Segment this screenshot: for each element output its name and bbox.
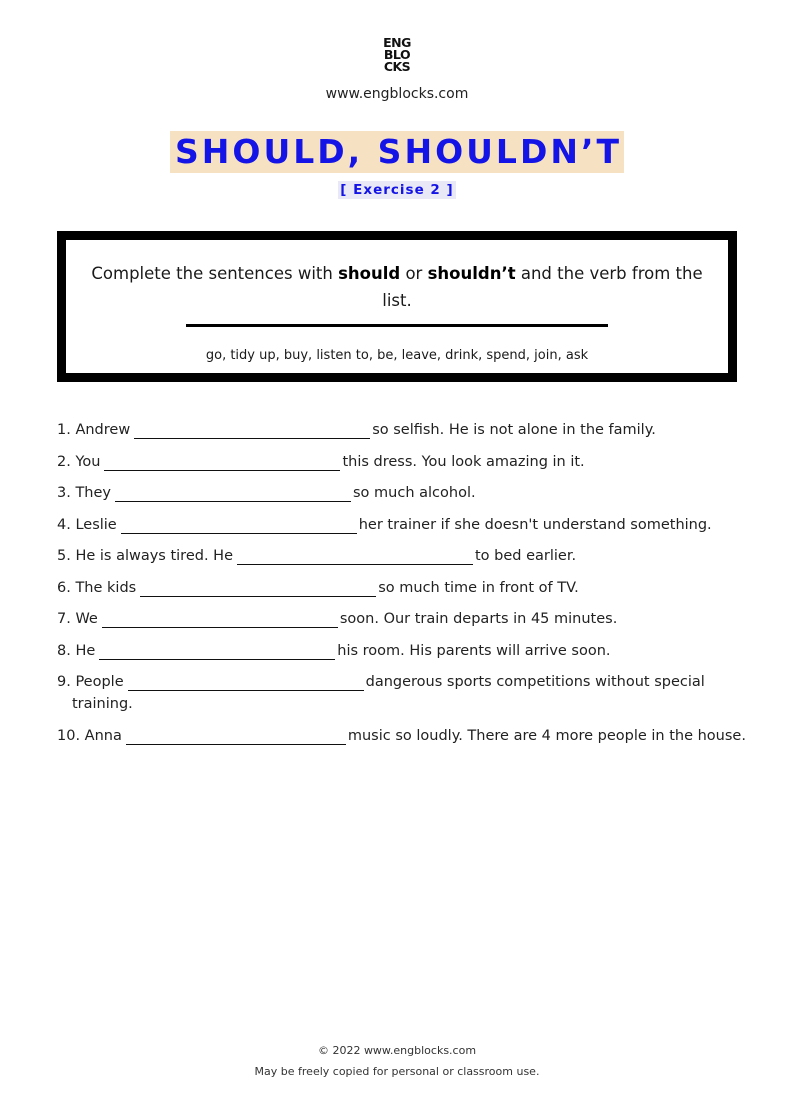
sentence-start: 8. He: [57, 642, 96, 659]
footer-copyright: © 2022 www.engblocks.com: [317, 1044, 477, 1057]
sentence-item: [57, 514, 757, 536]
sentence-end: music so loudly. There are 4 more people in the house.: [347, 727, 746, 744]
sentence-start: 7. We: [57, 611, 98, 627]
answer-blank[interactable]: [237, 548, 473, 565]
sentence-start: 1. Andrew: [57, 422, 131, 438]
page-title: SHOULD, SHOULDN’T: [170, 131, 624, 173]
exercise-label: [ Exercise 2 ]: [340, 182, 454, 198]
sentence-start: 10. Anna: [57, 727, 122, 744]
footer-license: May be freely copied for personal or classroom use.: [254, 1065, 540, 1078]
instruction-bold-shouldnt: shouldn’t: [427, 264, 516, 283]
sentence-end: her trainer if she doesn't understand something.: [358, 516, 712, 533]
sentence-start: 2. You: [57, 453, 101, 470]
sentence-end: to bed earlier.: [475, 548, 577, 564]
sentence-item: [57, 640, 757, 662]
sentence-item: [57, 451, 757, 473]
sentence-end: dangerous sports competitions without special training.: [72, 674, 705, 712]
answer-blank[interactable]: [126, 728, 346, 745]
instructions-box: [57, 231, 737, 382]
sentence-end: soon. Our train departs in 45 minutes.: [339, 611, 618, 627]
sentence-start: 5. He is always tired. He: [57, 548, 233, 564]
answer-blank[interactable]: [102, 611, 338, 628]
sentence-item: [57, 482, 757, 504]
answer-blank[interactable]: [128, 674, 364, 691]
word-list: go, tidy up, buy, listen to, be, leave, drink, spend, join, ask: [205, 348, 589, 363]
instruction-part: or: [400, 264, 428, 283]
sentence-start: 9. People: [57, 674, 124, 690]
sentence-item: [57, 545, 757, 567]
sentence-item: [57, 608, 757, 630]
sentence-start: 6. The kids: [57, 579, 137, 596]
site-url: www.engblocks.com: [325, 86, 469, 102]
sentence-list: [57, 419, 757, 756]
sentence-item: [57, 419, 757, 441]
sentence-end: this dress. You look amazing in it.: [342, 453, 585, 470]
sentence-item: [57, 725, 757, 747]
answer-blank[interactable]: [134, 422, 370, 439]
logo-line: BLO: [383, 47, 411, 62]
divider: [186, 324, 608, 327]
engblocks-logo: [0, 37, 794, 73]
answer-blank[interactable]: [99, 643, 335, 660]
answer-blank[interactable]: [140, 580, 376, 597]
sentence-end: his room. His parents will arrive soon.: [337, 642, 611, 659]
instruction-part: and the verb from the list.: [382, 264, 703, 310]
instruction-text: [86, 260, 708, 314]
sentence-item: [57, 577, 757, 599]
logo-line: ENG: [383, 35, 411, 50]
answer-blank[interactable]: [121, 517, 357, 534]
instruction-bold-should: should: [338, 264, 401, 283]
logo-line: CKS: [383, 59, 411, 74]
sentence-end: so much time in front of TV.: [378, 579, 579, 596]
sentence-start: 3. They: [57, 485, 111, 501]
instruction-part: Complete the sentences with: [91, 264, 339, 283]
sentence-end: so selfish. He is not alone in the family.: [372, 422, 656, 438]
answer-blank[interactable]: [115, 485, 351, 502]
sentence-end: so much alcohol.: [353, 485, 476, 501]
sentence-item: [57, 671, 722, 715]
answer-blank[interactable]: [104, 454, 340, 471]
sentence-start: 4. Leslie: [57, 516, 117, 533]
